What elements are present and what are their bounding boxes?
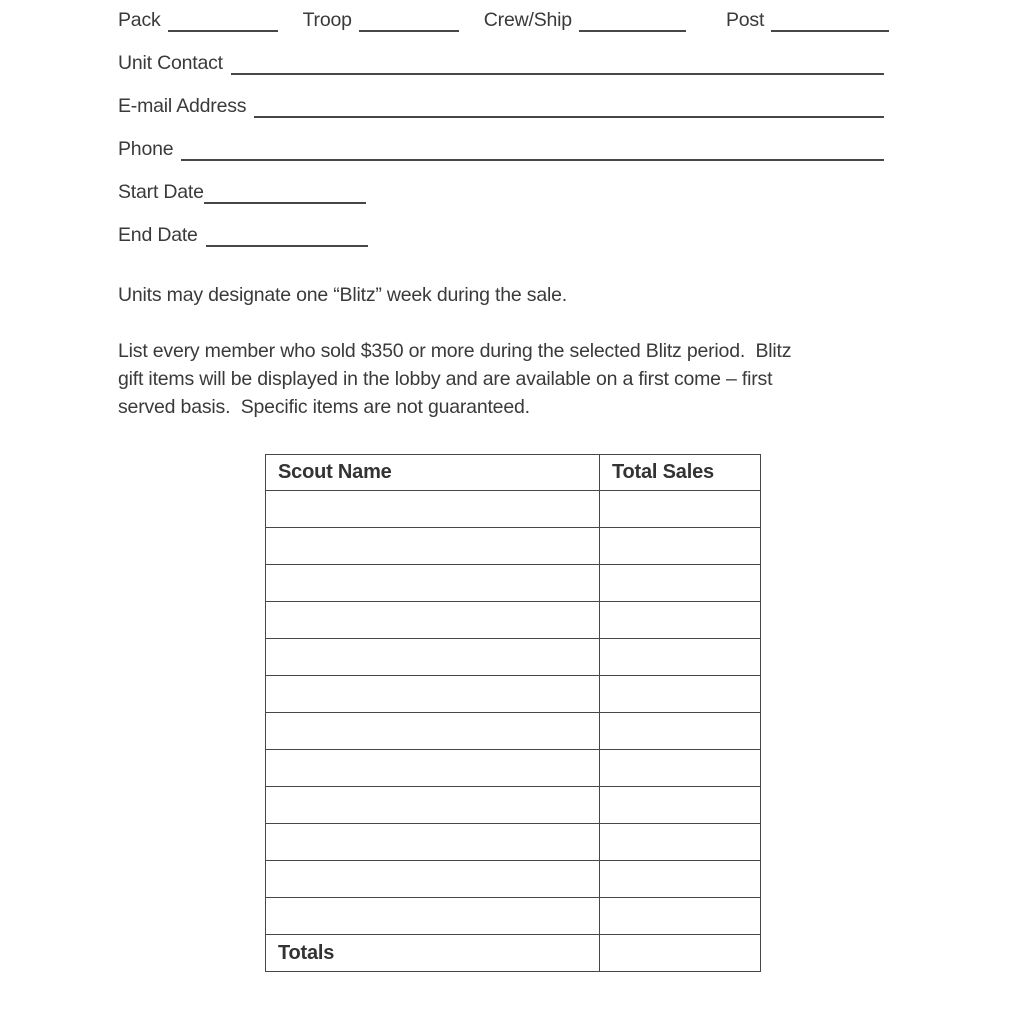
scout-name-cell[interactable] [266, 713, 600, 750]
pack-blank[interactable] [168, 14, 278, 32]
post-label: Post [725, 9, 765, 31]
total-sales-cell[interactable] [600, 713, 761, 750]
total-sales-cell[interactable] [600, 639, 761, 676]
unit-contact-field [118, 51, 884, 75]
blitz-week-paragraph: Units may designate one “Blitz” week during the sale. [118, 284, 567, 306]
scout-name-cell[interactable] [266, 861, 600, 898]
scout-name-cell[interactable] [266, 528, 600, 565]
total-sales-cell[interactable] [600, 824, 761, 861]
total-sales-cell[interactable] [600, 602, 761, 639]
total-sales-cell[interactable] [600, 565, 761, 602]
table-empty-row [266, 639, 761, 676]
table-empty-row [266, 787, 761, 824]
troop-blank[interactable] [359, 14, 459, 32]
crew-ship-field [484, 9, 726, 32]
total-sales-cell[interactable] [600, 898, 761, 935]
instructions-line-3: served basis. Specific items are not guaranteed. [118, 396, 530, 418]
scout-name-cell[interactable] [266, 824, 600, 861]
unit-number-line [118, 8, 1024, 32]
scout-name-cell[interactable] [266, 639, 600, 676]
unit-contact-label: Unit Contact [118, 52, 223, 74]
total-sales-cell[interactable] [600, 676, 761, 713]
scout-name-cell[interactable] [266, 676, 600, 713]
total-sales-cell[interactable] [600, 861, 761, 898]
table-empty-row [266, 861, 761, 898]
instructions-line-2: gift items will be displayed in the lobby and are available on a first come – first [118, 368, 773, 390]
end-date-field [118, 223, 1024, 247]
table-empty-row [266, 676, 761, 713]
troop-field [303, 9, 484, 32]
table-empty-row [266, 824, 761, 861]
end-date-label: End Date [118, 224, 198, 246]
total-sales-cell[interactable] [600, 528, 761, 565]
unit-contact-blank[interactable] [231, 57, 884, 75]
table-empty-row [266, 528, 761, 565]
scout-name-cell[interactable] [266, 898, 600, 935]
start-date-field [118, 180, 1024, 204]
pack-field [118, 9, 303, 32]
totals-row [266, 935, 761, 972]
table-empty-row [266, 491, 761, 528]
email-blank[interactable] [254, 100, 884, 118]
scout-name-cell[interactable] [266, 787, 600, 824]
total-sales-cell[interactable] [600, 491, 761, 528]
instructions-paragraph [118, 337, 1024, 421]
table-empty-row [266, 750, 761, 787]
scout-name-cell[interactable] [266, 602, 600, 639]
scout-name-cell[interactable] [266, 565, 600, 602]
table-body [266, 491, 761, 935]
crew-ship-blank[interactable] [579, 14, 686, 32]
table-header-row [266, 455, 761, 491]
total-sales-header: Total Sales [600, 455, 761, 491]
total-sales-cell[interactable] [600, 787, 761, 824]
phone-label: Phone [118, 138, 174, 160]
post-blank[interactable] [771, 14, 889, 32]
troop-label: Troop [302, 9, 352, 31]
scout-name-cell[interactable] [266, 750, 600, 787]
start-date-label: Start Date [118, 181, 204, 203]
totals-value-cell[interactable] [600, 935, 761, 972]
scout-name-cell[interactable] [266, 491, 600, 528]
phone-blank[interactable] [181, 143, 884, 161]
table-empty-row [266, 565, 761, 602]
email-label: E-mail Address [118, 95, 247, 117]
table-empty-row [266, 602, 761, 639]
pack-label: Pack [118, 9, 161, 31]
table-empty-row [266, 898, 761, 935]
crew-ship-label: Crew/Ship [483, 9, 572, 31]
start-date-blank[interactable] [204, 186, 366, 204]
post-field [726, 9, 889, 32]
scout-name-header: Scout Name [266, 455, 600, 491]
total-sales-cell[interactable] [600, 750, 761, 787]
blitz-sales-table [265, 454, 761, 972]
table-empty-row [266, 713, 761, 750]
email-field [118, 94, 884, 118]
instructions-line-1: List every member who sold $350 or more during the selected Blitz period. Blitz [118, 340, 792, 362]
end-date-blank[interactable] [206, 229, 368, 247]
totals-label: Totals [266, 935, 600, 972]
phone-field [118, 137, 884, 161]
